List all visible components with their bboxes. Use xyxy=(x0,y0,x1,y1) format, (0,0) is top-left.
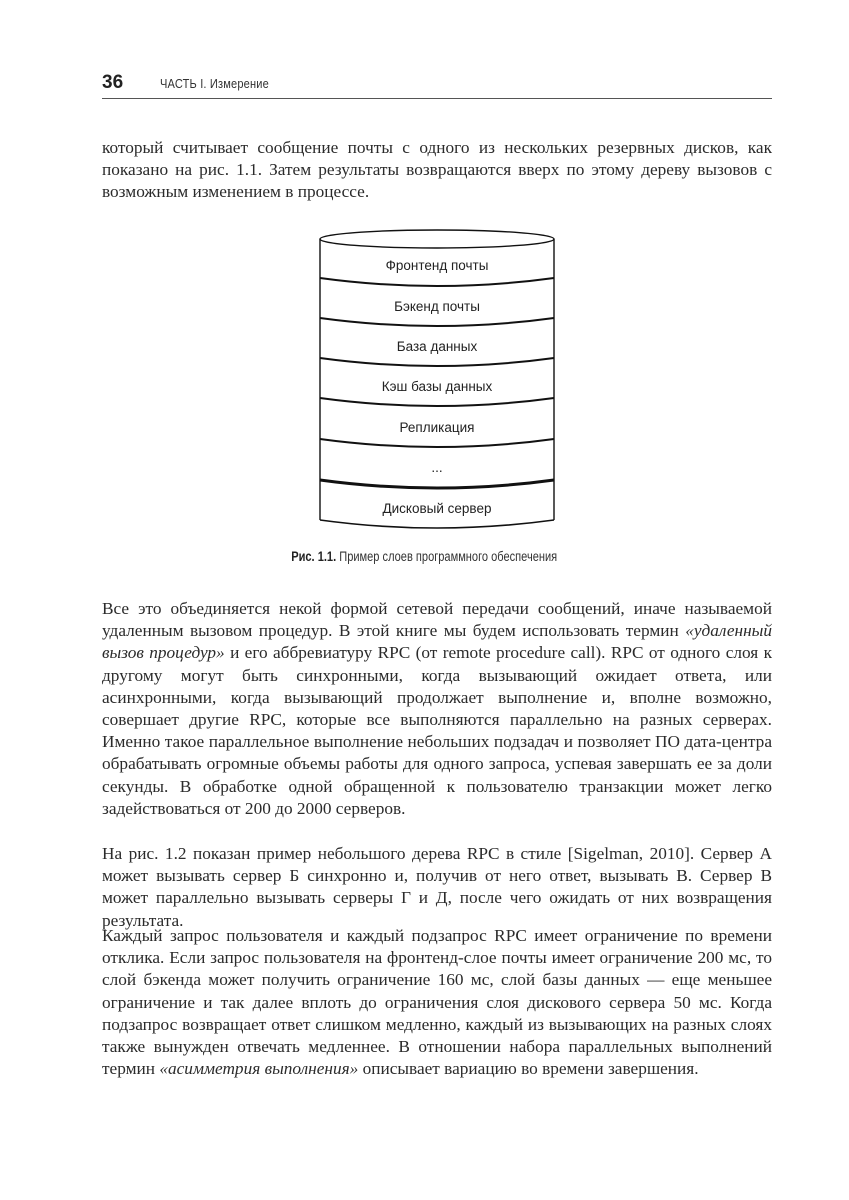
text-run: и его аббревиатуру RPC (от remote procedure call). RPC от одного слоя к другому могут быть синхронными, когда вызывающий ожидает ответа, или асинхронными, когда вызывающий продолжает выполнение и, вполне возможно, совершает другие RPC, которые все выполняются параллельно на разных серверах. Именно такое параллельное выполнение небольших подзадач и позволяет ПО дата-центра обрабатывать огромные объемы работы для одного запроса, успевая завершать ее за доли секунды. В обработке одной обращенной к пользователю транзакции может легко задействоваться от 200 до 2000 серверов. xyxy=(102,643,772,818)
term-italic: «асимметрия выполнения» xyxy=(159,1059,359,1079)
layer-frontend: Фронтенд почты xyxy=(385,258,489,273)
figure-caption xyxy=(0,549,849,564)
layer-replication: Репликация xyxy=(399,420,475,435)
figure-software-layers xyxy=(300,222,580,542)
paragraph xyxy=(102,137,772,204)
text-run: Каждый запрос пользователя и каждый подзапрос RPC имеет ограничение по времени отклика. Если запрос пользователя на фронтенд-слое почты имеет ограничение 200 мс, то слой бэкенда может получить ограничение 160 мс, слой базы данных — еще меньшее ограничение и так далее вплоть до ограничения слоя дискового сервера 50 мс. Когда подзапрос возвращает ответ слишком медленно, каждый из вызывающих на разных слоях также вынужден отвечать медленнее. В отношении набора параллельных выполнений термин xyxy=(102,926,772,1079)
text-run: Все это объединяется некой формой сетевой передачи сообщений, иначе называемой удаленным вызовом процедур. В этой книге мы будем использовать термин xyxy=(102,599,772,641)
layer-ellipsis: ... xyxy=(431,460,443,475)
text-run: описывает вариацию во времени завершения. xyxy=(358,1059,699,1079)
paragraph xyxy=(102,598,772,820)
term-italic: «удаленный вызов процедур» xyxy=(102,621,772,663)
text-run: На рис. 1.2 показан пример небольшого дерева RPC в стиле [Sigelman, 2010]. Сервер А может вызывать сервер Б синхронно и, получив от него ответ, вызывать В. Сервер В может параллельно вызывать серверы Г и Д, после чего ожидать от них возвращения результата. xyxy=(102,844,772,930)
page-header xyxy=(102,70,772,99)
page-number: 36 xyxy=(102,72,124,93)
paragraph xyxy=(102,843,772,932)
layer-db-cache: Кэш базы данных xyxy=(381,379,493,394)
caption-label: Рис. 1.1. xyxy=(291,549,337,564)
running-head: ЧАСТЬ I. Измерение xyxy=(160,76,269,91)
layer-disk-server: Дисковый сервер xyxy=(382,501,492,516)
caption-text: Пример слоев программного обеспечения xyxy=(336,549,558,564)
layer-backend: Бэкенд почты xyxy=(394,299,480,314)
paragraph xyxy=(102,925,772,1080)
layer-database: База данных xyxy=(396,339,478,354)
text-run: который считывает сообщение почты с одного из нескольких резервных дисков, как показано на рис. 1.1. Затем результаты возвращаются вверх по этому дереву вызовов с возможным изменением в процессе. xyxy=(102,138,772,202)
